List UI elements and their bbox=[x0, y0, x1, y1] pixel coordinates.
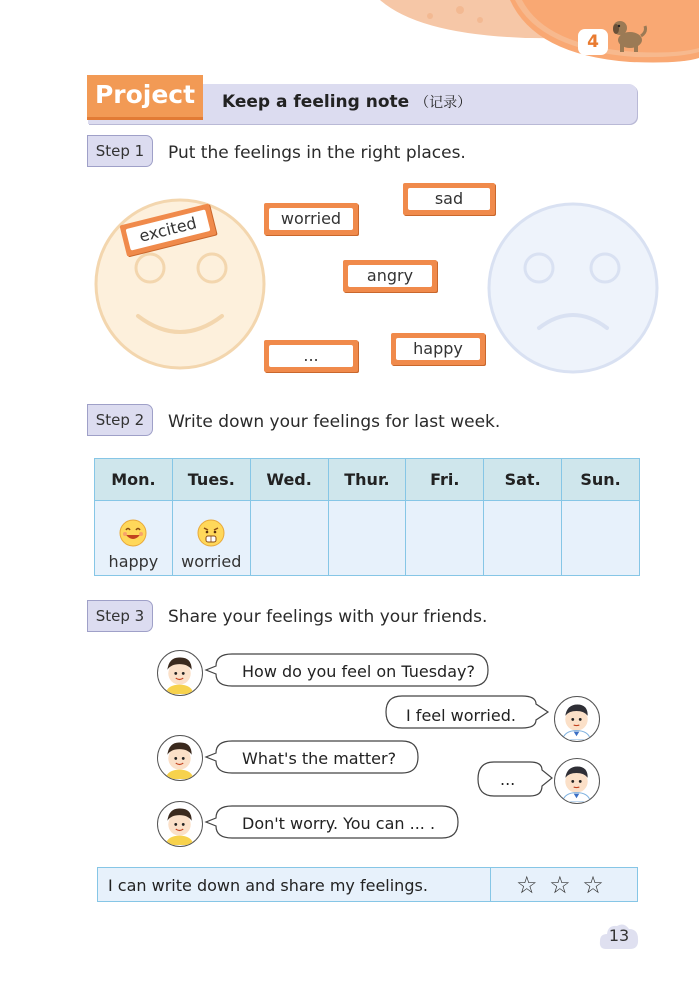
word-card-happy[interactable] bbox=[391, 333, 485, 365]
table-cell-text: worried bbox=[181, 552, 242, 571]
column-header: Mon. bbox=[95, 459, 173, 501]
column-header: Thur. bbox=[328, 459, 406, 501]
table-cell-sun[interactable] bbox=[562, 501, 640, 576]
step-1-instruction: Put the feelings in the right places. bbox=[168, 143, 466, 163]
boy-avatar-icon bbox=[157, 650, 203, 696]
table-cell-text: happy bbox=[108, 552, 159, 571]
step-2-tag: Step 2 bbox=[87, 404, 153, 436]
boy-avatar-icon bbox=[554, 758, 600, 804]
dialogue-line: ... bbox=[500, 770, 516, 789]
sad-face-illustration bbox=[487, 202, 659, 374]
boy-avatar-icon bbox=[157, 801, 203, 847]
worried-emoji-icon bbox=[196, 518, 226, 548]
project-label: Project bbox=[87, 75, 203, 120]
table-header-row bbox=[95, 459, 640, 501]
table-cell-sat[interactable] bbox=[484, 501, 562, 576]
step-3-instruction: Share your feelings with your friends. bbox=[168, 607, 488, 627]
self-check-text: I can write down and share my feelings. bbox=[108, 876, 428, 895]
step-3-tag: Step 3 bbox=[87, 600, 153, 632]
divider bbox=[490, 868, 491, 901]
project-title bbox=[222, 92, 471, 112]
table-cell-fri[interactable] bbox=[406, 501, 484, 576]
word-card-ellipsis[interactable] bbox=[264, 340, 358, 372]
table-cell-mon[interactable] bbox=[95, 501, 173, 576]
word-card-label: excited bbox=[126, 209, 211, 250]
word-card-sad[interactable] bbox=[403, 183, 495, 215]
dialogue-line: Don't worry. You can ... . bbox=[242, 814, 436, 833]
word-card-label: worried bbox=[269, 208, 353, 230]
word-card-label: ... bbox=[269, 345, 353, 367]
dialogue-line: How do you feel on Tuesday? bbox=[242, 662, 475, 681]
feelings-week-table bbox=[94, 458, 640, 576]
word-card-worried[interactable] bbox=[264, 203, 358, 235]
happy-emoji-icon bbox=[118, 518, 148, 548]
boy-avatar-icon bbox=[554, 696, 600, 742]
table-cell-wed[interactable] bbox=[250, 501, 328, 576]
boy-avatar-icon bbox=[157, 735, 203, 781]
column-header: Wed. bbox=[250, 459, 328, 501]
table-row bbox=[95, 501, 640, 576]
step-1-tag: Step 1 bbox=[87, 135, 153, 167]
project-title-text: Keep a feeling note bbox=[222, 92, 410, 112]
star-rating[interactable]: ☆ ☆ ☆ bbox=[516, 871, 606, 899]
column-header: Fri. bbox=[406, 459, 484, 501]
word-card-label: happy bbox=[396, 338, 480, 360]
page-corner-decoration bbox=[360, 0, 699, 80]
dialogue-line: What's the matter? bbox=[242, 749, 397, 768]
column-header: Sun. bbox=[562, 459, 640, 501]
dog-icon bbox=[610, 14, 648, 54]
column-header: Sat. bbox=[484, 459, 562, 501]
word-card-label: angry bbox=[348, 265, 432, 287]
project-title-note: （记录） bbox=[415, 95, 472, 111]
column-header: Tues. bbox=[172, 459, 250, 501]
unit-number: 4 bbox=[578, 29, 608, 55]
step-2-instruction: Write down your feelings for last week. bbox=[168, 412, 501, 432]
page-number: 13 bbox=[608, 926, 630, 945]
self-check-row bbox=[97, 867, 638, 902]
dialogue-line: I feel worried. bbox=[406, 706, 516, 725]
table-cell-tues[interactable] bbox=[172, 501, 250, 576]
table-cell-thur[interactable] bbox=[328, 501, 406, 576]
word-card-angry[interactable] bbox=[343, 260, 437, 292]
word-card-label: sad bbox=[408, 188, 490, 210]
